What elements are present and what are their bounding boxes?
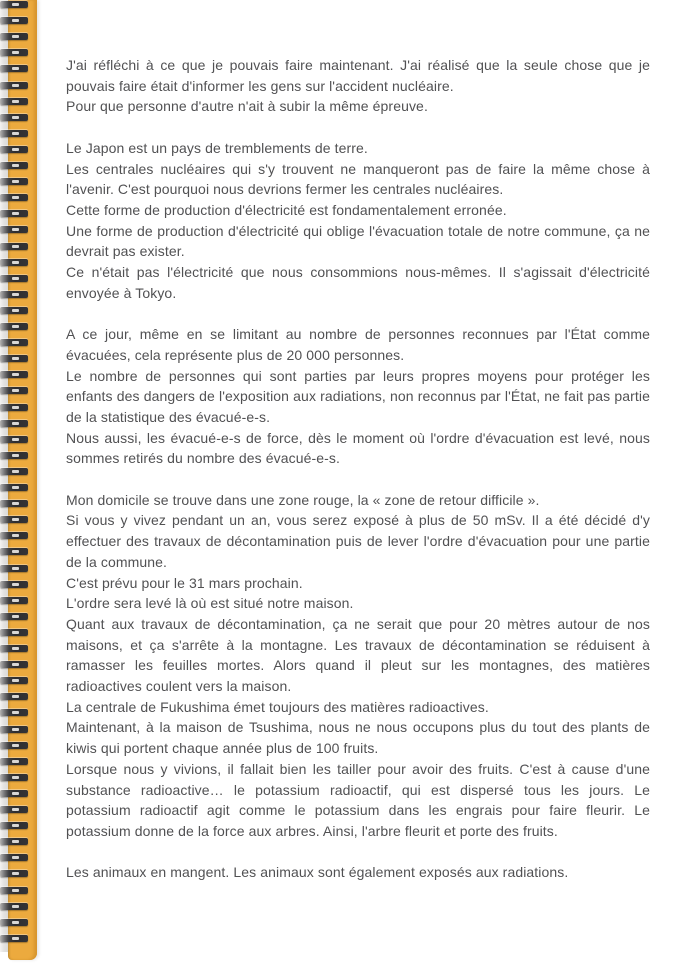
text-block: Le Japon est un pays de tremblements de terre. bbox=[66, 139, 368, 156]
spiral-ring-icon bbox=[0, 838, 28, 845]
text-block: L'ordre sera levé là où est situé notre maison. bbox=[66, 595, 354, 612]
spiral-ring-icon bbox=[0, 1, 28, 8]
text-block: Ce n'était pas l'électricité que nous consommions nous-mêmes. Il s'agissait d'électricité envoyée à Tokyo. bbox=[66, 264, 650, 301]
spiral-ring-icon bbox=[0, 275, 28, 282]
spiral-ring-icon bbox=[0, 581, 28, 588]
spiral-ring-icon bbox=[0, 130, 28, 137]
text-block: Pour que personne d'autre n'ait à subir la même épreuve. bbox=[66, 98, 428, 115]
spiral-ring-icon bbox=[0, 404, 28, 411]
text-block: Quant aux travaux de décontamination, ça ne serait que pour 20 mètres autour de nos maisons, et ça s'arrête à la montagne. Les travaux de décontamination se réduisent à ramasser les feuilles mortes. Alors quand il pleut sur les montagnes, des matières radioactives coulent vers la maison. bbox=[66, 615, 650, 695]
paragraph bbox=[66, 324, 650, 469]
spiral-ring-icon bbox=[0, 629, 28, 636]
spiral-ring-icon bbox=[0, 162, 28, 169]
spiral-ring-icon bbox=[0, 516, 28, 523]
spiral-ring-icon bbox=[0, 484, 28, 491]
spiral-ring-icon bbox=[0, 565, 28, 572]
spiral-ring-icon bbox=[0, 870, 28, 877]
spiral-ring-icon bbox=[0, 597, 28, 604]
spiral-ring-icon bbox=[0, 194, 28, 201]
spiral-ring-icon bbox=[0, 323, 28, 330]
spiral-ring-icon bbox=[0, 806, 28, 813]
text-block: Nous aussi, les évacué-e-s de force, dès le moment où l'ordre d'évacuation est levé, nous sommes retirés du nombre des évacué-e-s. bbox=[66, 429, 650, 467]
spiral-ring-icon bbox=[0, 919, 28, 926]
spiral-ring-icon bbox=[0, 420, 28, 427]
spiral-ring-icon bbox=[0, 854, 28, 861]
text-block: J'ai réfléchi à ce que je pouvais faire maintenant. J'ai réalisé que la seule chose que je pouvais faire était d'informer les gens sur l'accident nucléaire. bbox=[66, 57, 650, 94]
spiral-ring-icon bbox=[0, 532, 28, 539]
spiral-ring-icon bbox=[0, 500, 28, 507]
spiral-ring-icon bbox=[0, 259, 28, 266]
spiral-ring-icon bbox=[0, 339, 28, 346]
spiral-ring-icon bbox=[0, 436, 28, 443]
spiral-ring-icon bbox=[0, 387, 28, 394]
spiral-ring-icon bbox=[0, 355, 28, 362]
document-text bbox=[66, 55, 650, 904]
spiral-ring-icon bbox=[0, 693, 28, 700]
spiral-ring-icon bbox=[0, 243, 28, 250]
spiral-ring-icon bbox=[0, 371, 28, 378]
paragraph bbox=[66, 138, 650, 304]
spiral-ring-icon bbox=[0, 613, 28, 620]
spiral-ring-icon bbox=[0, 210, 28, 217]
spiral-ring-icon bbox=[0, 645, 28, 652]
notebook-spine bbox=[8, 0, 37, 960]
text-block: Maintenant, à la maison de Tsushima, nous ne nous occupons plus du tout des plants de kiwis qui portent chaque année plus de 100 fruits. bbox=[66, 719, 650, 757]
spiral-ring-icon bbox=[0, 790, 28, 797]
spiral-ring-icon bbox=[0, 887, 28, 894]
text-block: Cette forme de production d'électricité est fondamentalement erronée. bbox=[66, 201, 507, 218]
spiral-ring-icon bbox=[0, 468, 28, 475]
spiral-ring-icon bbox=[0, 677, 28, 684]
spiral-ring-icon bbox=[0, 291, 28, 298]
spiral-ring-icon bbox=[0, 226, 28, 233]
spiral-ring-icon bbox=[0, 774, 28, 781]
spiral-ring-icon bbox=[0, 178, 28, 185]
text-block: Une forme de production d'électricité qui oblige l'évacuation totale de notre commune, ça ne devrait pas exister. bbox=[66, 222, 650, 260]
spiral-ring-icon bbox=[0, 307, 28, 314]
paragraph bbox=[66, 490, 650, 842]
text-block: A ce jour, même en se limitant au nombre de personnes reconnues par l'État comme évacuées, cela représente plus de 20 000 personnes. bbox=[66, 326, 650, 363]
text-block: La centrale de Fukushima émet toujours des matières radioactives. bbox=[66, 698, 489, 715]
spiral-ring-icon bbox=[0, 935, 28, 942]
spiral-ring-icon bbox=[0, 98, 28, 105]
spiral-ring-icon bbox=[0, 82, 28, 89]
spiral-ring-icon bbox=[0, 65, 28, 72]
text-block: Lorsque nous y vivions, il fallait bien les tailler pour avoir des fruits. C'est à cause d'une substance radioactive… le potassium radioactif, qui est dispersé tous les jours. Le potassium radioactif agit comme le potassium dans les engrais pour faire fleurir. Le potassium donne de la force aux arbres. Ainsi, l'arbre fleurit et porte des fruits. bbox=[66, 760, 650, 839]
spiral-ring-icon bbox=[0, 822, 28, 829]
spiral-ring-icon bbox=[0, 114, 28, 121]
text-block: C'est prévu pour le 31 mars prochain. bbox=[66, 574, 303, 591]
spiral-ring-icon bbox=[0, 452, 28, 459]
spiral-ring-icon bbox=[0, 146, 28, 153]
spiral-ring-icon bbox=[0, 49, 28, 56]
text-block: Si vous y vivez pendant un an, vous serez exposé à plus de 50 mSv. Il a été décidé d'y effectuer des travaux de décontamination puis de lever l'ordre d'évacuation pour une partie de la commune. bbox=[66, 512, 650, 570]
text-block: Le nombre de personnes qui sont parties par leurs propres moyens pour protéger les enfants des dangers de l'exposition aux radiations, non reconnus par l'État, ne fait pas partie de la statistique des évacué-e-s. bbox=[66, 367, 650, 425]
spiral-ring-icon bbox=[0, 742, 28, 749]
text-block: Les centrales nucléaires qui s'y trouvent ne manqueront pas de faire la même chose à l'avenir. C'est pourquoi nous devrions fermer les centrales nucléaires. bbox=[66, 160, 650, 198]
spiral-ring-icon bbox=[0, 726, 28, 733]
spiral-ring-icon bbox=[0, 903, 28, 910]
spiral-ring-icon bbox=[0, 709, 28, 716]
spiral-ring-icon bbox=[0, 661, 28, 668]
spiral-ring-icon bbox=[0, 33, 28, 40]
spiral-ring-icon bbox=[0, 758, 28, 765]
text-block: Les animaux en mangent. Les animaux sont également exposés aux radiations. bbox=[66, 864, 569, 881]
spiral-ring-icon bbox=[0, 17, 28, 24]
paragraph bbox=[66, 862, 650, 883]
text-block: Mon domicile se trouve dans une zone rouge, la « zone de retour difficile ». bbox=[66, 491, 540, 508]
paragraph bbox=[66, 55, 650, 117]
spiral-ring-icon bbox=[0, 548, 28, 555]
